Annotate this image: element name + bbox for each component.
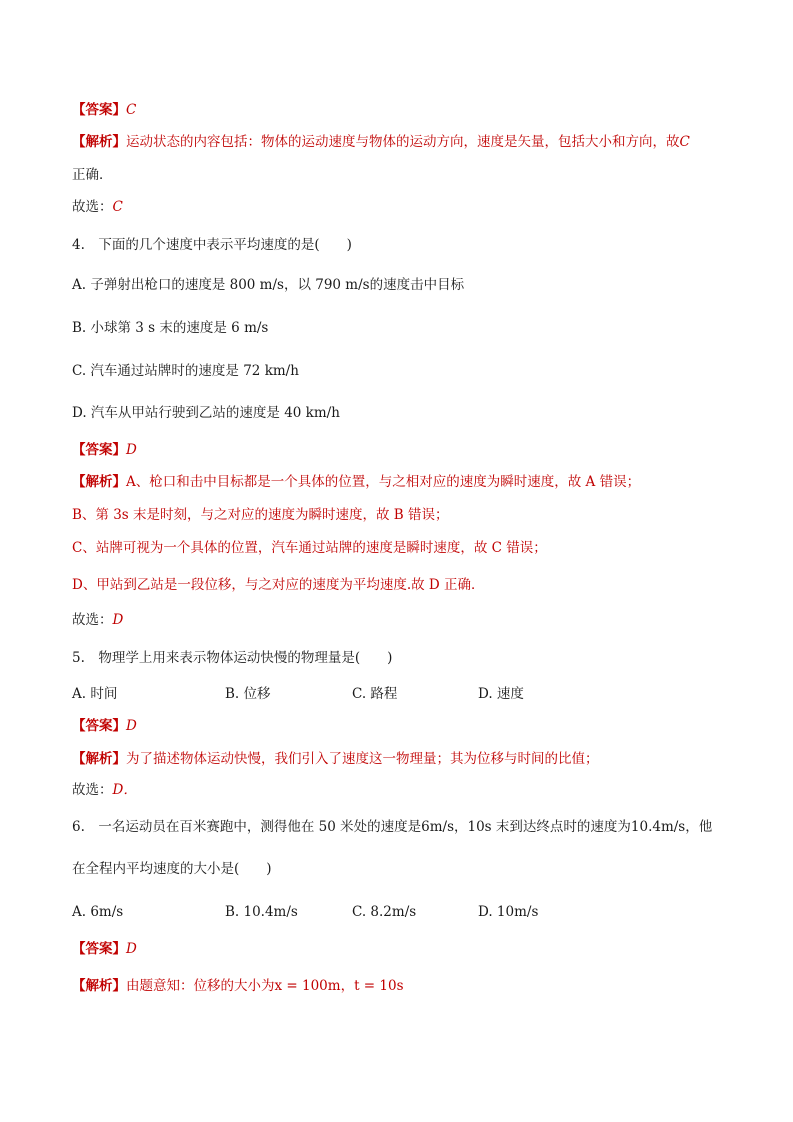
q4-option-d: D. 汽车从甲站行驶到乙站的速度是 40 km/h	[72, 405, 340, 421]
q4-analysis-d: D、甲站到乙站是一段位移，与之对应的速度为平均速度.故 D 正确．	[72, 577, 485, 593]
q3-answer-line	[72, 101, 136, 119]
answer-tag: 【答案】	[72, 941, 126, 957]
q5-stem: 5. 物理学上用来表示物体运动快慢的物理量是( )	[72, 650, 393, 666]
analysis-text: 为了描述物体运动快慢，我们引入了速度这一物理量；其为位移与时间的比值；	[126, 751, 599, 767]
analysis-tag: 【解析】	[72, 474, 126, 490]
q5-option-b: B. 位移	[225, 686, 271, 702]
answer-value: C	[126, 102, 137, 118]
q6-option-d: D. 10m/s	[478, 904, 539, 920]
analysis-tag: 【解析】	[72, 978, 126, 994]
analysis-tag: 【解析】	[72, 751, 126, 767]
q4-option-c: C. 汽车通过站牌时的速度是 72 km/h	[72, 363, 299, 379]
q3-analysis-line2	[72, 166, 113, 184]
q4-option-b: B. 小球第 3 s 末的速度是 6 m/s	[72, 320, 269, 336]
q4-analysis-line	[72, 473, 640, 491]
choose-value: D	[112, 612, 124, 628]
choose-value: C	[112, 199, 123, 215]
q6-stem-line1: 6. 一名运动员在百米赛跑中，测得他在 50 米处的速度是6m/s，10s 末到达终点时的速度为10.4m/s，他	[72, 819, 713, 835]
q5-options	[72, 685, 732, 703]
q5-choose-line	[72, 781, 137, 799]
q4-analysis-b: B、第 3s 末是时刻，与之对应的速度为瞬时速度，故 B 错误；	[72, 507, 449, 523]
answer-tag: 【答案】	[72, 718, 126, 734]
q6-analysis-line	[72, 977, 404, 995]
q6-answer-line	[72, 940, 137, 958]
analysis-text: 运动状态的内容包括：物体的运动速度与物体的运动方向，速度是矢量，包括大小和方向，故	[126, 134, 680, 150]
q6-option-a: A. 6m/s	[72, 904, 124, 920]
q6-stem-line2: 在全程内平均速度的大小是( )	[72, 861, 272, 877]
q5-option-c: C. 路程	[352, 686, 398, 702]
analysis-text: 由题意知：位移的大小为x = 100m，t = 10s	[126, 978, 404, 994]
answer-tag: 【答案】	[72, 102, 126, 118]
q4-choose-line	[72, 611, 123, 629]
q4-option-a: A. 子弹射出枪口的速度是 800 m/s，以 790 m/s的速度击中目标	[72, 277, 465, 293]
choose-value: D．	[112, 782, 137, 798]
analysis-tag: 【解析】	[72, 134, 126, 150]
q4-analysis-c: C、站牌可视为一个具体的位置，汽车通过站牌的速度是瞬时速度，故 C 错误；	[72, 540, 547, 556]
analysis-letter: C	[679, 134, 690, 150]
analysis-text: A、枪口和击中目标都是一个具体的位置，与之相对应的速度为瞬时速度，故 A 错误；	[126, 474, 641, 490]
q5-analysis-line	[72, 750, 599, 768]
q3-choose-line	[72, 198, 123, 216]
answer-value: D	[126, 941, 137, 957]
q6-option-b: B. 10.4m/s	[225, 904, 298, 920]
q5-answer-line	[72, 717, 137, 735]
choose-label: 故选：	[72, 612, 113, 628]
q6-option-c: C. 8.2m/s	[352, 904, 417, 920]
q5-option-a: A. 时间	[72, 686, 118, 702]
answer-value: D	[126, 442, 137, 458]
q4-stem: 4. 下面的几个速度中表示平均速度的是( )	[72, 237, 352, 253]
q6-options	[72, 903, 732, 921]
answer-tag: 【答案】	[72, 442, 126, 458]
q3-analysis-line	[72, 133, 690, 151]
choose-label: 故选：	[72, 782, 113, 798]
choose-label: 故选：	[72, 199, 113, 215]
analysis-continuation: 正确．	[72, 167, 113, 183]
q5-option-d: D. 速度	[478, 686, 524, 702]
answer-value: D	[126, 718, 137, 734]
q4-answer-line	[72, 441, 137, 459]
